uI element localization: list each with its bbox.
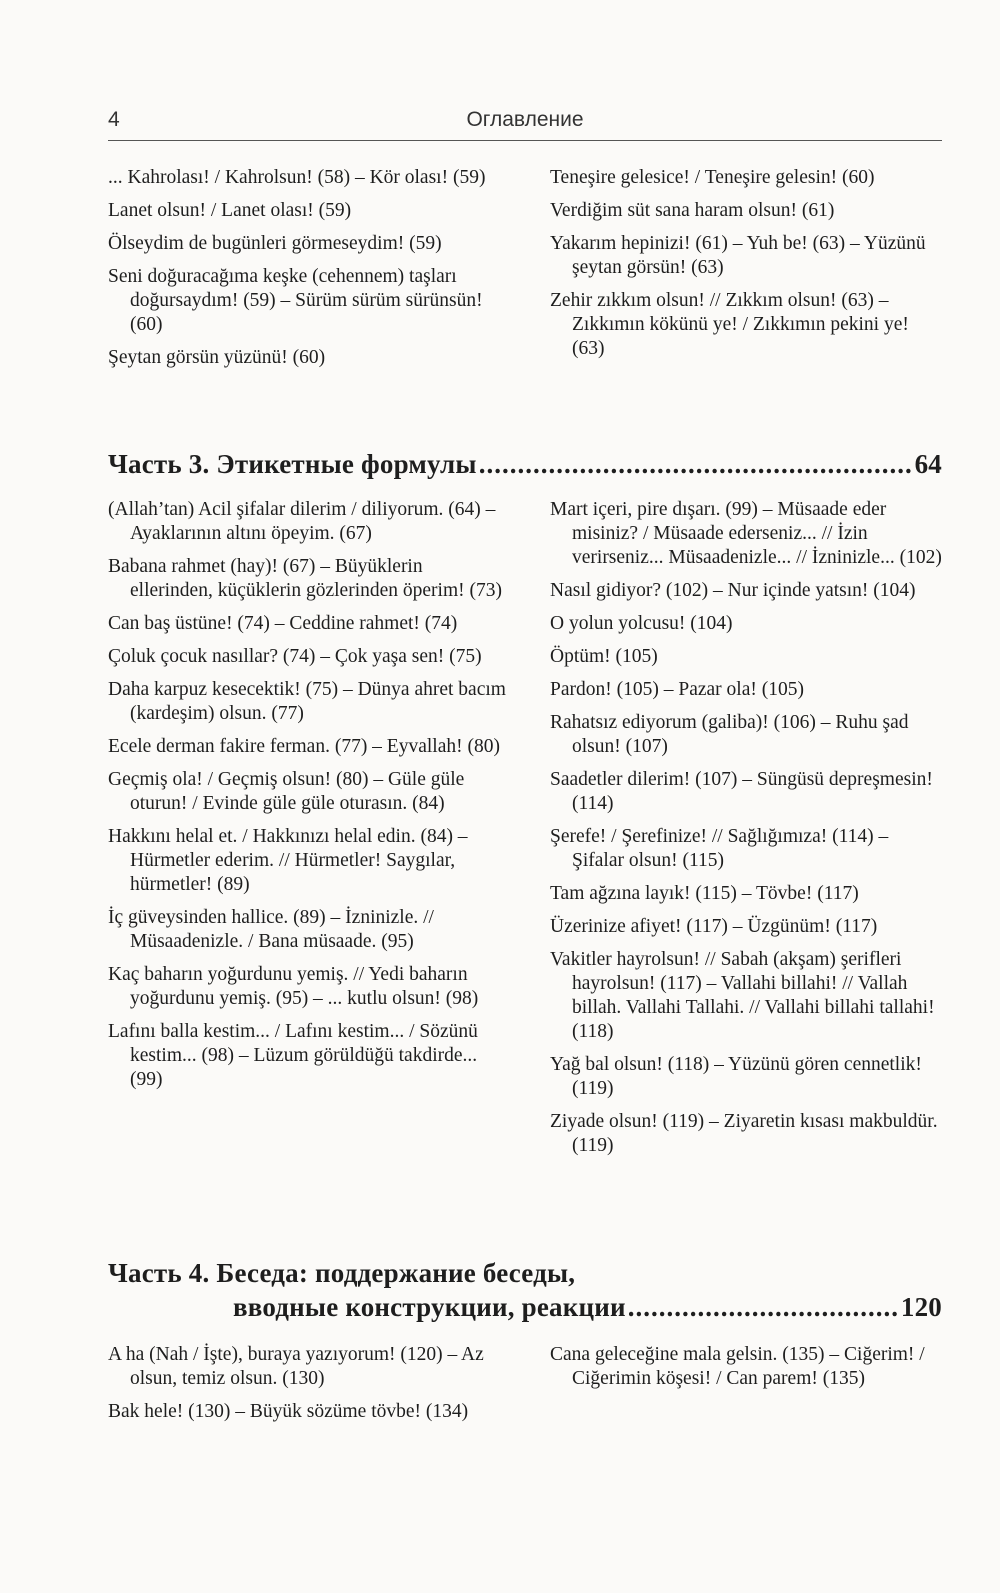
toc-entry: Hakkını helal et. / Hakkınızı helal edin. (84) – Hürmetler ederim. // Hürmetler! Saygılar, hürmetler! (89) (108, 826, 468, 895)
toc-entry: A ha (Nah / İşte), buraya yazıyorum! (120) – Az olsun, temiz olsun. (130) (108, 1344, 484, 1389)
toc-entry: ... Kahrolası! / Kahrolsun! (58) – Kör olası! (59) (108, 167, 486, 188)
toc-entry: Şerefe! / Şerefinize! // Sağlığımıza! (114) – Şifalar olsun! (115) (550, 826, 889, 871)
part-label: Часть 4. (108, 1258, 210, 1288)
toc-entry: Yakarım hepinizi! (61) – Yuh be! (63) – Yüzünü şeytan görsün! (63) (550, 233, 926, 278)
toc-entry: O yolun yolcusu! (104) (550, 613, 733, 634)
part-page-number: 64 (914, 449, 942, 479)
running-head-title: Оглавление (466, 108, 584, 131)
right-column (550, 1343, 942, 1433)
toc-entry: Ölseydim de bugünleri görmeseydim! (59) (108, 233, 442, 254)
left-column (108, 498, 508, 1167)
toc-entry: Lafını balla kestim... / Lafını kestim... / Sözünü kestim... (98) – Lüzum görüldüğü takdirde... (99) (108, 1021, 478, 1090)
toc-entry: Nasıl gidiyor? (102) – Nur içinde yatsın! (104) (550, 580, 916, 601)
dot-leader (628, 1290, 899, 1324)
part-title: Этикетные формулы (216, 449, 477, 479)
toc-entry: Rahatsız ediyorum (galiba)! (106) – Ruhu şad olsun! (107) (550, 712, 909, 757)
toc-entry: Şeytan görsün yüzünü! (60) (108, 347, 326, 368)
part-page-number: 120 (900, 1292, 942, 1322)
dot-leader (479, 447, 913, 481)
part-3-heading (108, 447, 942, 481)
toc-entry: Can baş üstüne! (74) – Ceddine rahmet! (74) (108, 613, 458, 634)
page-number: 4 (108, 108, 120, 131)
toc-entry: Seni doğuracağıma keşke (cehennem) taşları doğursaydım! (59) – Sürüm sürüm sürünsün! (60) (108, 266, 483, 335)
toc-entry: Pardon! (105) – Pazar ola! (105) (550, 679, 804, 700)
toc-entry: Daha karpuz kesecektik! (75) – Dünya ahret bacım (kardeşim) olsun. (77) (108, 679, 506, 724)
toc-entry: Vakitler hayrolsun! // Sabah (akşam) şerifleri hayrolsun! (117) – Vallahi billahi! // Vallah billah. Vallahi Tallahi. // Vallahi billahi tallahi! (118) (550, 949, 935, 1042)
toc-entry: Babana rahmet (hay)! (67) – Büyüklerin ellerinden, küçüklerin gözlerinden öperim! (73) (108, 556, 502, 601)
part-title-line-1: Беседа: поддержание беседы, (216, 1258, 576, 1288)
part-4-heading (108, 1256, 942, 1324)
toc-entry: Öptüm! (105) (550, 646, 658, 667)
toc-entry: Verdiğim süt sana haram olsun! (61) (550, 200, 835, 221)
left-column (108, 1343, 508, 1433)
toc-entry: Çoluk çocuk nasıllar? (74) – Çok yaşa sen! (75) (108, 646, 482, 667)
toc-entry: Lanet olsun! / Lanet olası! (59) (108, 200, 352, 221)
section-top-columns (108, 166, 942, 379)
toc-entry: Saadetler dilerim! (107) – Süngüsü depreşmesin! (114) (550, 769, 933, 814)
left-column (108, 166, 508, 379)
toc-entry: Geçmiş ola! / Geçmiş olsun! (80) – Güle güle oturun! / Evinde güle güle oturasın. (84) (108, 769, 465, 814)
toc-entry: Mart içeri, pire dışarı. (99) – Müsaade eder misiniz? / Müsaade ederseniz... // İzin verirseniz... Müsaadenizle... // İzninizle... (102) (550, 499, 942, 568)
toc-entry: İç güveysinden hallice. (89) – İzninizle. // Müsaadenizle. / Bana müsaade. (95) (108, 907, 434, 952)
right-column (550, 166, 942, 379)
toc-entry: Ecele derman fakire ferman. (77) – Eyvallah! (80) (108, 736, 500, 757)
toc-entry: Üzerinize afiyet! (117) – Üzgünüm! (117) (550, 916, 878, 937)
toc-entry: Cana geleceğine mala gelsin. (135) – Ciğerim! / Ciğerimin köşesi! / Can parem! (135) (550, 1344, 925, 1389)
toc-entry: Zehir zıkkım olsun! // Zıkkım olsun! (63) – Zıkkımın kökünü ye! / Zıkkımın pekini ye! (63) (550, 290, 909, 359)
part-3-columns (108, 498, 942, 1167)
running-head (108, 108, 942, 141)
part-4-columns (108, 1343, 942, 1433)
part-label: Часть 3. (108, 449, 210, 479)
toc-entry: Tam ağzına layık! (115) – Tövbe! (117) (550, 883, 859, 904)
toc-entry: Yağ bal olsun! (118) – Yüzünü gören cennetlik! (119) (550, 1054, 922, 1099)
toc-entry: Kaç baharın yoğurdunu yemiş. // Yedi baharın yoğurdunu yemiş. (95) – ... kutlu olsun! (98) (108, 964, 479, 1009)
toc-entry: Teneşire gelesice! / Teneşire gelesin! (60) (550, 167, 875, 188)
toc-entry: Bak hele! (130) – Büyük sözüme tövbe! (134) (108, 1401, 469, 1422)
toc-entry: (Allah’tan) Acil şifalar dilerim / diliyorum. (64) – Ayaklarının altını öpeyim. (67) (108, 499, 496, 544)
toc-entry: Ziyade olsun! (119) – Ziyaretin kısası makbuldür. (119) (550, 1111, 938, 1156)
part-title-line-2: вводные конструкции, реакции (233, 1292, 626, 1322)
right-column (550, 498, 942, 1167)
